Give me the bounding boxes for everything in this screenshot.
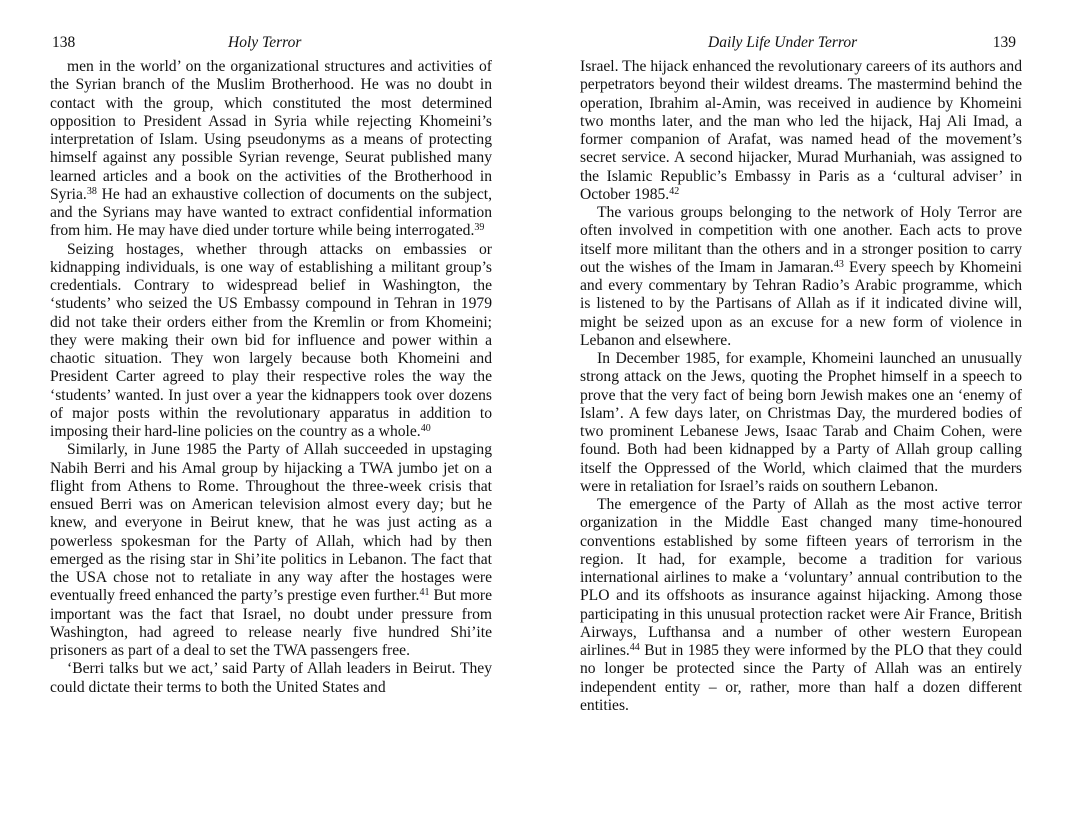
text-run: The emergence of the Party of Allah as the most active terror organization in the Middle East changed many time-honoured conventions established by some fifteen years of terrorism in the region. It had, for example, become a tradition for various international airlines to make a ‘voluntary’ annual contribution to the PLO and its offshoots as insurance against hijacking. Among those participating in this unusual protection racket were Air France, British Airways, Lufthansa and a number of other western European airlines. bbox=[580, 496, 1022, 659]
left-running-head: Holy Terror bbox=[228, 34, 302, 51]
text-run: But more important was the fact that Israel, no doubt under pressure from Washington, had agreed to release nearly five hundred Shi’ite prisoners as part of a deal to set the TWA passengers free. bbox=[50, 587, 492, 659]
left-page-number: 138 bbox=[52, 34, 76, 51]
footnote-marker: 40 bbox=[420, 423, 431, 434]
text-run: The various groups belonging to the network of Holy Terror are often involved in competition with one another. Each acts to prove itself more militant than the others and in a stronger position to carry out the wishes of the Imam in Jamaran. bbox=[580, 204, 1022, 276]
right-running-head: Daily Life Under Terror bbox=[708, 34, 858, 51]
paragraph bbox=[50, 660, 492, 697]
right-page-header bbox=[580, 34, 1022, 58]
footnote-marker: 41 bbox=[419, 587, 430, 599]
footnote-marker: 43 bbox=[833, 258, 844, 270]
paragraph bbox=[580, 496, 1022, 715]
left-page bbox=[50, 0, 492, 697]
text-run: Every speech by Khomeini and every commentary by Tehran Radio’s Arabic programme, which is listened to by the Partisans of Allah as if it indicated divine will, might be seized upon as an excuse for a new form of violence in Lebanon and elsewhere. bbox=[580, 258, 1022, 349]
right-page-body bbox=[580, 58, 1022, 715]
paragraph bbox=[50, 241, 492, 442]
right-page-number: 139 bbox=[992, 34, 1016, 51]
text-run: He had an exhaustive collection of documents on the subject, and the Syrians may have wanted to extract confidential information from him. He may have died under torture while being interrogated. bbox=[50, 185, 492, 240]
text-run: But in 1985 they were informed by the PLO that they could no longer be protected since the Party of Allah was an entirely independent entity – or, rather, more than half a dozen different entities. bbox=[580, 642, 1022, 714]
footnote-marker: 38 bbox=[86, 185, 97, 197]
text-run: ‘Berri talks but we act,’ said Party of Allah leaders in Beirut. They could dictate their terms to both the United States and bbox=[50, 660, 492, 696]
right-page bbox=[580, 0, 1022, 715]
paragraph bbox=[50, 58, 492, 241]
paragraph bbox=[580, 204, 1022, 350]
left-page-body bbox=[50, 58, 492, 697]
paragraph bbox=[580, 58, 1022, 204]
text-run: Seizing hostages, whether through attacks on embassies or kidnapping individuals, is one way of establishing a militant group’s credentials. Contrary to widespread belief in Washington, the ‘students’ who seized the US Embassy compound in Tehran in 1979 did not take their orders either from the Kremlin or from Khomeini; they were making their own bid for influence and power within a chaotic situation. They won largely because both Khomeini and President Carter agreed to play their respective roles the way the ‘students’ wanted. In just over a year the kidnappers took over dozens of major posts within the revolutionary apparatus in addition to imposing their hard-line policies on the country as a whole. bbox=[50, 240, 492, 440]
footnote-marker: 44 bbox=[629, 642, 640, 653]
footnote-marker: 39 bbox=[474, 222, 485, 234]
left-page-header bbox=[50, 34, 492, 58]
text-run: In December 1985, for example, Khomeini launched an unusually strong attack on the Jews, quoting the Prophet himself in a speech to prove that the very fact of being born Jewish makes one an ‘enemy of Islam’. A few days later, on Christmas Day, the murdered bodies of two prominent Lebanese Jews, Isaac Tarab and Chaim Cohen, were found. Both had been kidnapped by a Party of Allah group calling itself the Oppressed of the World, which claimed that the murders were in retaliation for Israel’s raids on southern Lebanon. bbox=[580, 350, 1022, 495]
paragraph bbox=[580, 350, 1022, 496]
text-run: Similarly, in June 1985 the Party of Allah succeeded in upstaging Nabih Berri and his Amal group by hijacking a TWA jumbo jet on a flight from Athens to Rome. Throughout the three-week crisis that ensued Berri was on American television almost every day; but he knew, and everyone in Beirut knew, that he was just acting as a powerless spokesman for the Party of Allah, which had by then emerged as the rising star in Shi’ite politics in Lebanon. The fact that the USA chose not to retaliate in any way after the hostages were eventually freed enhanced the party’s prestige even further. bbox=[50, 441, 492, 605]
text-run: men in the world’ on the organizational structures and activities of the Syrian branch of the Muslim Brotherhood. He was no doubt in contact with the group, which constituted the most determined opposition to President Assad in Syria while rejecting Khomeini’s interpretation of Islam. Using pseudonyms as a means of protecting himself against any possible Syrian revenge, Seurat published many learned articles and a book on the activities of the Brotherhood in Syria. bbox=[50, 58, 492, 203]
footnote-marker: 42 bbox=[669, 185, 680, 197]
text-run: Israel. The hijack enhanced the revolutionary careers of its authors and perpetrators beyond their wildest dreams. The mastermind behind the operation, Ibrahim al-Amin, was received in audience by Khomeini two months later, and the man who led the hijack, Haj Ali Imad, a former companion of Arafat, was named head of the movement’s secret service. A second hijacker, Murad Murhaniah, was assigned to the Islamic Republic’s Embassy in Paris as a ‘cultural adviser’ in October 1985. bbox=[580, 58, 1022, 203]
paragraph bbox=[50, 441, 492, 660]
